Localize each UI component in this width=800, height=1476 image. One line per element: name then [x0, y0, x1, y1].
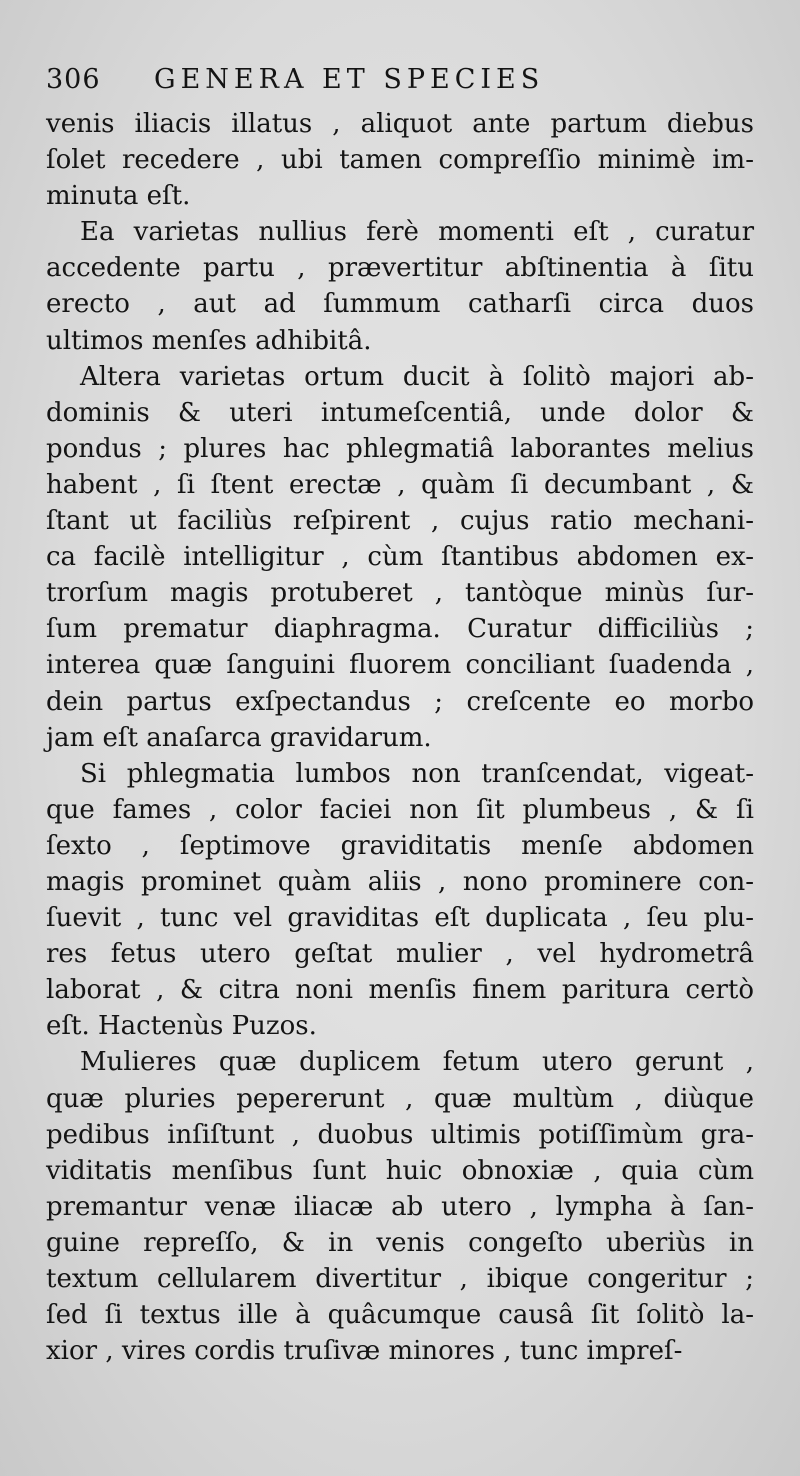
text-line: xior , vires cordis truſivæ minores , tunc impreſ- — [46, 1336, 683, 1367]
text-line: textum cellularem divertitur , ibique congeritur ; — [46, 1264, 754, 1294]
text-line: accedente partu , prævertitur abſtinentia à ſitu — [46, 253, 754, 284]
text-line: que fames , color faciei non ſit plumbeus , & ſi — [46, 794, 754, 825]
text-line: ultimos menſes adhibitâ. — [46, 325, 372, 356]
page-header — [46, 64, 766, 104]
running-title: GENERA ET SPECIES — [154, 64, 545, 95]
text-line: erecto , aut ad ſummum catharſi circa duos — [46, 289, 754, 320]
text-line: guine repreſſo, & in venis congeſto uberiùs in — [46, 1227, 754, 1258]
text-line: ſuevit , tunc vel graviditas eſt duplicata , ſeu plu- — [46, 903, 754, 934]
page-number: 306 — [46, 64, 101, 95]
text-line: ſexto , ſeptimove graviditatis menſe abdomen — [46, 830, 754, 861]
text-line: interea quæ ſanguini fluorem conciliant ſuadenda , — [46, 650, 754, 681]
paragraph — [46, 1044, 754, 1369]
text-line: habent , ſi ſtent erectæ , quàm ſi decumbant , & — [46, 469, 754, 500]
text-line: res fetus utero geſtat mulier , vel hydrometrâ — [46, 939, 754, 970]
text-line: ſtant ut faciliùs reſpirent , cujus ratio mechani- — [46, 506, 754, 537]
text-line: Si phlegmatia lumbos non tranſcendat, vigeat- — [80, 758, 754, 789]
text-line: quæ pluries pepererunt , quæ multùm , diùque — [46, 1083, 754, 1114]
text-line: Ea varietas nullius ferè momenti eſt , curatur — [80, 217, 754, 248]
text-line: viditatis menſibus ſunt huic obnoxiæ , quia cùm — [46, 1155, 754, 1186]
paragraph — [46, 359, 754, 756]
paragraph — [46, 214, 754, 358]
text-line: laborat , & citra noni menſis finem paritura certò — [46, 975, 754, 1006]
text-line: premantur venæ iliacæ ab utero , lympha à ſan- — [46, 1191, 754, 1222]
text-line: ca facilè intelligitur , cùm ſtantibus abdomen ex- — [46, 542, 754, 573]
text-line: minuta eſt. — [46, 181, 191, 212]
text-line: ſed ſi textus ille à quâcumque causâ ſit ſolitò la- — [46, 1300, 754, 1331]
text-line: Altera varietas ortum ducit à ſolitò majori ab- — [80, 361, 754, 392]
text-line: dominis & uteri intumeſcentiâ, unde dolor & — [46, 397, 754, 428]
text-line: trorſum magis protuberet , tantòque minùs ſur- — [46, 578, 754, 609]
paragraph — [46, 106, 754, 214]
text-line: magis prominet quàm aliis , nono prominere con- — [46, 866, 754, 897]
text-line: ſum prematur diaphragma. Curatur difficiliùs ; — [46, 614, 754, 645]
text-line: venis iliacis illatus , aliquot ante partum diebus — [46, 109, 754, 139]
text-line: pedibus inſiſtunt , duobus ultimis potiſſimùm gra- — [46, 1119, 754, 1150]
text-line: eſt. Hactenùs Puzos. — [46, 1011, 317, 1042]
paragraph — [46, 756, 754, 1045]
text-line: pondus ; plures hac phlegmatiâ laborantes melius — [46, 433, 754, 464]
body-text — [46, 106, 754, 1369]
text-line: Mulieres quæ duplicem fetum utero gerunt , — [80, 1047, 754, 1078]
text-line: ſolet recedere , ubi tamen compreſſio minimè im- — [46, 145, 754, 176]
text-line: dein partus exſpectandus ; creſcente eo morbo — [46, 686, 754, 717]
text-line: jam eſt anaſarca gravidarum. — [46, 722, 432, 753]
